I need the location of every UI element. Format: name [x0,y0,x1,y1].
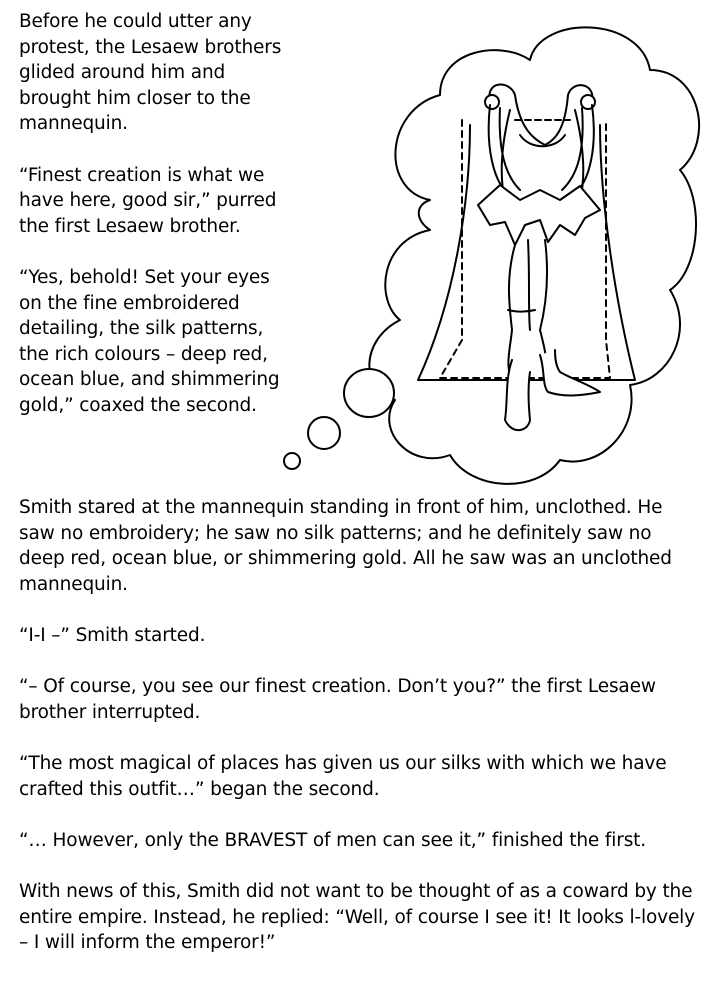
story-paragraph: With news of this, Smith did not want to be thought of as a coward by the entire empire. Instead, he replied: “Well, of course I see it! It looks l-lovely – I will inform the emperor!” [19,880,695,954]
story-paragraph: “Finest creation is what we have here, good sir,” purred the first Lesaew brother. [19,164,277,237]
story-paragraph: Before he could utter any protest, the Lesaew brothers glided around him and brought him closer to the mannequin. [19,11,282,135]
story-paragraph: “– Of course, you see our finest creation. Don’t you?” the first Lesaew brother interrupted. [19,676,656,723]
story-paragraph: “… However, only the BRAVEST of men can see it,” finished the first. [19,829,647,851]
story-paragraph: “Yes, behold! Set your eyes on the fine embroidered detailing, the silk patterns, the rich colours – deep red, ocean blue, and shimmering gold,” coaxed the second. [19,266,280,416]
bottom-text-block [19,495,699,981]
thought-bubble-small [284,453,300,469]
story-paragraph: Smith stared at the mannequin standing in front of him, unclothed. He saw no embroidery; he saw no silk patterns; and he definitely saw no deep red, ocean blue, or shimmering gold. All he saw was an unclothed mannequin. [19,497,672,595]
story-paragraph: “I-I –” Smith started. [19,624,206,646]
thought-cloud [369,27,699,483]
left-text-column [19,9,287,444]
thought-bubble-illustration [270,10,710,490]
thought-bubble-large [344,369,394,417]
thought-bubble-medium [308,417,340,449]
story-paragraph: “The most magical of places has given us our silks with which we have crafted this outfit…” began the second. [19,752,667,800]
